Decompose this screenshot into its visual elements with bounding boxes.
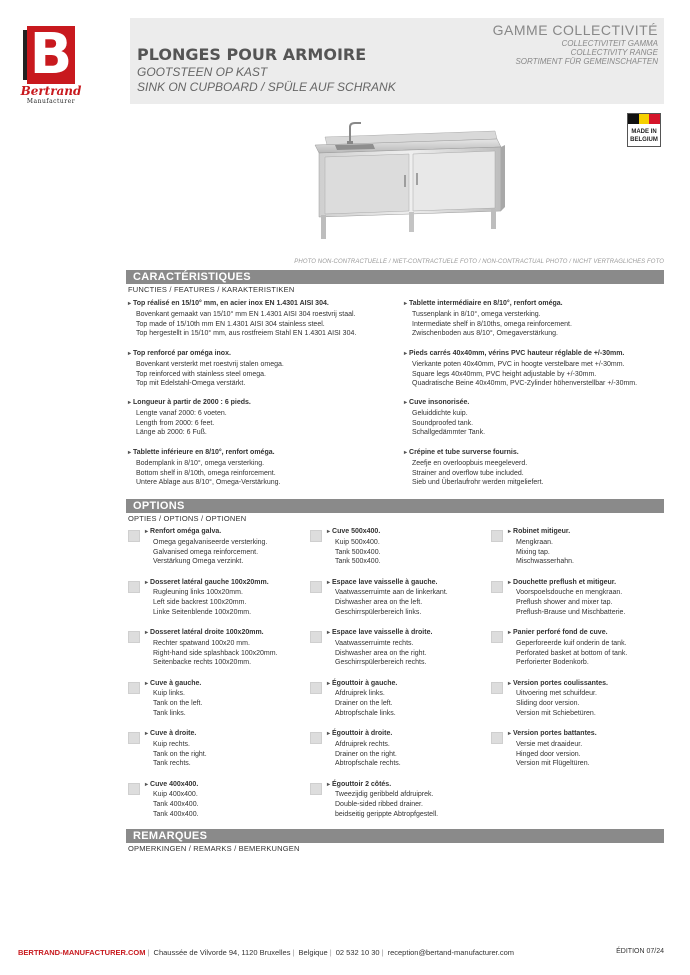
option-item (128, 578, 303, 620)
option-item (491, 679, 666, 721)
option-label: Mengkraan. (516, 538, 553, 546)
option-label: ▸ Robinet mitigeur. (508, 527, 574, 538)
option-label: Kuip 500x400. (335, 538, 380, 546)
option-label: Tank on the right. (153, 750, 207, 758)
option-label: ▸ Version portes coulissantes. (508, 679, 608, 690)
option-checkbox[interactable] (491, 530, 503, 542)
product-photo (305, 115, 505, 245)
option-label: Versie met draaideur. (516, 740, 583, 748)
option-label: Vaatwasserruimte rechts. (335, 639, 414, 647)
option-checkbox[interactable] (128, 732, 140, 744)
option-label: Preflush shower and mixer tap. (516, 599, 613, 607)
option-label: Hinged door version. (516, 750, 581, 758)
option-label: Geschirrspülerbereich rechts. (335, 659, 427, 667)
option-label: Perforated basket at bottom of tank. (516, 649, 628, 657)
option-label: Kuip 400x400. (153, 791, 198, 799)
option-label: Voorspoelsdouche en mengkraan. (516, 589, 623, 597)
option-checkbox[interactable] (128, 530, 140, 542)
belgium-label: BELGIUM (630, 137, 658, 143)
feature-item: ▸ Top renforcé par oméga inox. Bovenkant versterkt met roestvrij stalen omega. Top reinforced with stainless steel omega. Top mit Edelstahl-Omega verstärkt. (128, 349, 388, 389)
option-checkbox[interactable] (310, 732, 322, 744)
option-label: Geschirrspülerbereich links. (335, 608, 422, 616)
range-nl: COLLECTIVITEIT GAMMA (561, 39, 658, 48)
option-label: Double-sided ribbed drainer. (335, 801, 423, 809)
option-checkbox[interactable] (128, 581, 140, 593)
option-label: Rugleuning links 100x20mm. (153, 589, 243, 597)
option-checkbox[interactable] (310, 581, 322, 593)
option-label: ▸ Cuve à gauche. (145, 679, 202, 690)
option-label: Tank rechts. (153, 760, 191, 768)
option-label: Drainer on the left. (335, 700, 393, 708)
range-title: GAMME COLLECTIVITÉ (492, 22, 658, 38)
option-item (491, 578, 666, 620)
option-checkbox[interactable] (491, 732, 503, 744)
feature-item: ▸ Tablette intermédiaire en 8/10°, renfort oméga. Tussenplank in 8/10°, omega versterking. Intermediate shelf in 8/10ths, omega reinforcement. Zwischenboden aus 8/10°, Omegaverstärkung. (404, 299, 664, 339)
option-checkbox[interactable] (310, 783, 322, 795)
option-label: Linke Seitenblende 100x20mm. (153, 608, 252, 616)
option-label: ▸ Douchette preflush et mitigeur. (508, 578, 625, 589)
option-label: ▸ Dosseret latéral gauche 100x20mm. (145, 578, 269, 589)
option-label: ▸ Cuve à droite. (145, 729, 207, 740)
option-label: Abtropfschale links. (335, 709, 396, 717)
option-label: Tweezijdig geribbeld afdruiprek. (335, 791, 434, 799)
option-checkbox[interactable] (491, 682, 503, 694)
option-item (310, 780, 485, 822)
option-label: Version mit Schiebetüren. (516, 709, 596, 717)
option-label: ▸ Égouttoir 2 côtés. (327, 780, 438, 791)
logo-subname: Manufacturer (26, 98, 76, 105)
option-label: Omega gegalvaniseerde versterking. (153, 538, 268, 546)
option-label: Perforierter Bodenkorb. (516, 659, 589, 667)
option-label: Afdruiprek links. (335, 690, 385, 698)
options-header: OPTIONS (126, 499, 664, 513)
option-label: Preflush-Brause und Mischbatterie. (516, 608, 626, 616)
option-label: ▸ Cuve 400x400. (145, 780, 199, 791)
option-label: Kuip links. (153, 690, 185, 698)
subtitle-en-de: SINK ON CUPBOARD / SPÜLE AUF SCHRANK (137, 80, 396, 94)
option-label: ▸ Cuve 500x400. (327, 527, 381, 538)
option-item (491, 628, 666, 670)
footer: BERTRAND-MANUFACTURER.COM | Chaussée de Vilvorde 94, 1120 Bruxelles | Belgique | 02 532 10 30 | reception@bertand-manufacturer.com (18, 948, 515, 957)
feature-item: ▸ Tablette inférieure en 8/10°, renfort oméga. Bodemplank in 8/10°, omega versterking. Bottom shelf in 8/10th, omega reinforcement. Untere Ablage aus 8/10°, Omega-Verstärkung. (128, 448, 388, 488)
brand-logo (17, 22, 85, 105)
option-item (310, 679, 485, 721)
option-label: Mixing tap. (516, 548, 550, 556)
option-item (128, 729, 303, 771)
option-checkbox[interactable] (491, 631, 503, 643)
option-label: Mischwasserhahn. (516, 558, 574, 566)
option-label: ▸ Espace lave vaisselle à droite. (327, 628, 432, 639)
option-label: Drainer on the right. (335, 750, 397, 758)
footer-phone: 02 532 10 30 (335, 948, 380, 957)
made-in-belgium-badge (627, 113, 661, 147)
option-label: Dishwasher area on the left. (335, 599, 423, 607)
option-label: Abtropfschale rechts. (335, 760, 401, 768)
logo-letter: B (27, 26, 75, 84)
option-label: Tank 400x400. (153, 810, 199, 818)
option-label: Geperforeerde kuif onderin de tank. (516, 639, 627, 647)
option-item (128, 527, 303, 569)
option-item (128, 780, 303, 822)
option-label: Vaatwasserruimte aan de linkerkant. (335, 589, 448, 597)
option-item (310, 628, 485, 670)
footer-website[interactable]: BERTRAND-MANUFACTURER.COM (18, 948, 146, 957)
edition-label: ÉDITION 07/24 (616, 948, 664, 955)
option-label: Seitenbacke rechts 100x20mm. (153, 659, 252, 667)
option-checkbox[interactable] (128, 783, 140, 795)
option-checkbox[interactable] (128, 631, 140, 643)
feature-item: ▸ Crépine et tube surverse fournis. Zeefje en overloopbuis meegeleverd. Strainer and overflow tube included. Sieb und Überlaufrohr werden mitgeliefert. (404, 448, 664, 488)
option-item (491, 729, 666, 771)
feature-item: ▸ Longueur à partir de 2000 : 6 pieds. Lengte vanaf 2000: 6 voeten. Length from 2000: 6 feet. Länge ab 2000: 6 Fuß. (128, 398, 388, 438)
option-label: Tank on the left. (153, 700, 203, 708)
option-label: ▸ Espace lave vaisselle à gauche. (327, 578, 448, 589)
option-label: Kuip rechts. (153, 740, 190, 748)
option-label: Rechter spatwand 100x20 mm. (153, 639, 250, 647)
subtitle-nl: GOOTSTEEN OP KAST (137, 65, 268, 79)
option-item (310, 729, 485, 771)
characteristics-subtitle: FUNCTIES / FEATURES / KARAKTERISTIKEN (128, 285, 295, 294)
range-de: SORTIMENT FÜR GEMEINSCHAFTEN (515, 57, 658, 66)
footer-country: Belgique (298, 948, 328, 957)
option-item (310, 578, 485, 620)
options-subtitle: OPTIES / OPTIONS / OPTIONEN (128, 514, 247, 523)
option-label: Verstärkung Omega verzinkt. (153, 558, 244, 566)
made-in-label: MADE IN (631, 129, 657, 135)
option-label: Left side backrest 100x20mm. (153, 599, 247, 607)
option-label: Sliding door version. (516, 700, 580, 708)
belgian-flag-icon (628, 114, 660, 124)
feature-item: ▸ Pieds carrés 40x40mm, vérins PVC hauteur réglable de +/-30mm. Vierkante poten 40x40mm, PVC in hoogte verstelbare met +/-30mm. Square legs 40x40mm, PVC height adjustable by +/-30mm. Quadratische Beine 40x40mm, PVC-Zylinder höhenverstellbar +/-30mm. (404, 349, 664, 389)
feature-item: ▸ Top réalisé en 15/10° mm, en acier inox EN 1.4301 AISI 304. Bovenkant gemaakt van 15/10° mm EN 1.4301 AISI 304 roestvrij staal. Top made of 15/10th mm EN 1.4301 AISI 304 stainless steel. Top hergestellt in 15/10° mm, aus rostfreiem Stahl EN 1.4301 AISI 304. (128, 299, 388, 339)
option-checkbox[interactable] (310, 682, 322, 694)
option-label: ▸ Panier perforé fond de cuve. (508, 628, 627, 639)
range-en: COLLECTIVITY RANGE (570, 48, 658, 57)
option-checkbox[interactable] (310, 631, 322, 643)
option-item (128, 628, 303, 670)
option-label: Tank 500x400. (335, 558, 381, 566)
option-label: Version mit Flügeltüren. (516, 760, 590, 768)
option-label: Tank 400x400. (153, 801, 199, 809)
option-label: ▸ Version portes battantes. (508, 729, 597, 740)
option-checkbox[interactable] (491, 581, 503, 593)
option-item (491, 527, 666, 569)
option-label: ▸ Renfort oméga galva. (145, 527, 267, 538)
option-label: Uitvoering met schuifdeur. (516, 690, 597, 698)
option-label: Tank 500x400. (335, 548, 381, 556)
option-checkbox[interactable] (310, 530, 322, 542)
option-label: ▸ Égouttoir à droite. (327, 729, 401, 740)
remarks-header: REMARQUES (126, 829, 664, 843)
logo-name: Bertrand (20, 84, 82, 98)
option-checkbox[interactable] (128, 682, 140, 694)
option-label: ▸ Égouttoir à gauche. (327, 679, 397, 690)
option-label: Galvanised omega reinforcement. (153, 548, 259, 556)
remarks-subtitle: OPMERKINGEN / REMARKS / BEMERKUNGEN (128, 844, 300, 853)
option-label: Right-hand side splashback 100x20mm. (153, 649, 278, 657)
option-item (128, 679, 303, 721)
page-title: PLONGES POUR ARMOIRE (137, 45, 367, 64)
footer-address: Chaussée de Vilvorde 94, 1120 Bruxelles (153, 948, 291, 957)
footer-email[interactable]: reception@bertand-manufacturer.com (387, 948, 515, 957)
option-label: Afdruiprek rechts. (335, 740, 390, 748)
option-label: Tank links. (153, 709, 186, 717)
option-label: Dishwasher area on the right. (335, 649, 427, 657)
option-item (310, 527, 485, 569)
feature-item: ▸ Cuve insonorisée. Geluiddichte kuip. Soundproofed tank. Schallgedämmter Tank. (404, 398, 664, 438)
characteristics-header: CARACTÉRISTIQUES (126, 270, 664, 284)
option-label: ▸ Dosseret latéral droite 100x20mm. (145, 628, 278, 639)
photo-caption: PHOTO NON-CONTRACTUELLE / NIET-CONTRACTUELE FOTO / NON-CONTRACTUAL PHOTO / NICHT VERTRAGLICHES FOTO (294, 259, 664, 265)
option-label: beidseitig gerippte Abtropfgestell. (335, 810, 439, 818)
